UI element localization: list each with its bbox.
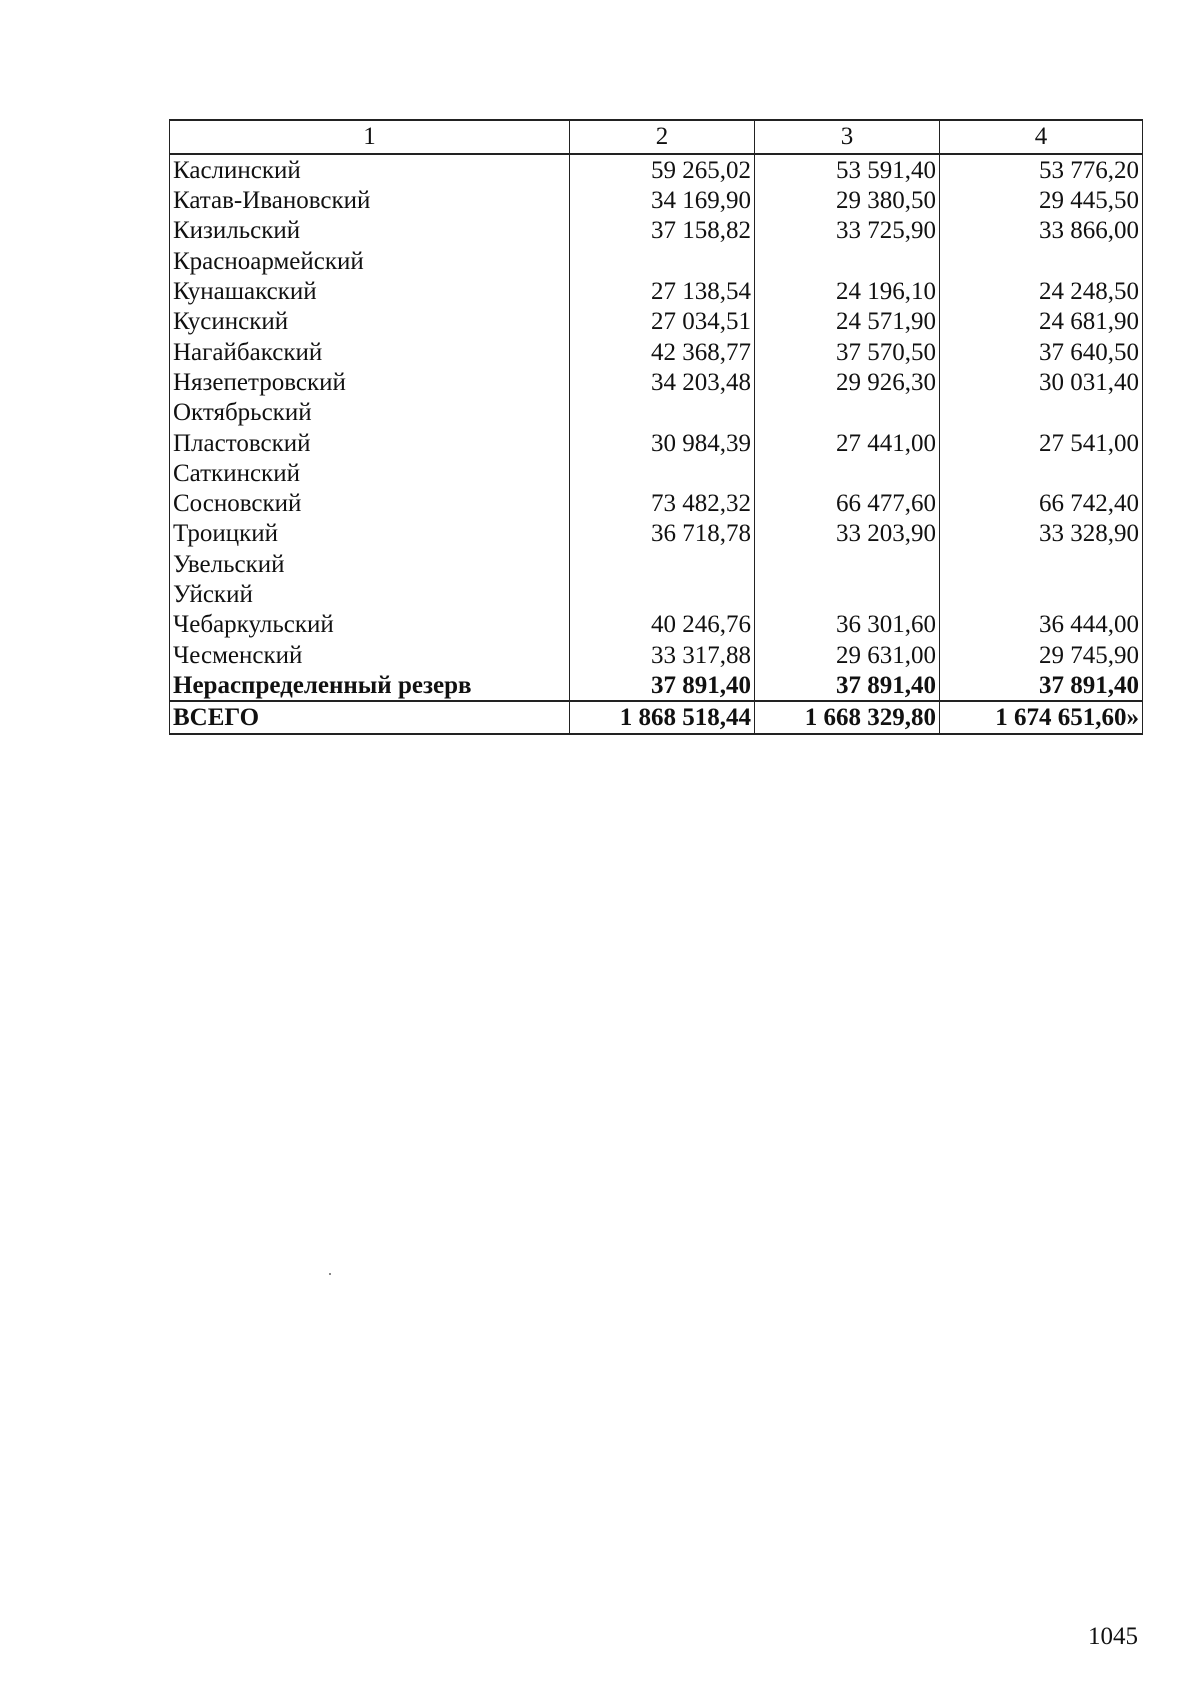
- district-name: Саткинский: [170, 458, 570, 488]
- value-col-3: 29 380,50: [755, 185, 940, 215]
- district-name: Катав-Ивановский: [170, 185, 570, 215]
- table-row: [170, 458, 1143, 488]
- value-col-4: 24 681,90: [940, 306, 1143, 336]
- value-col-3: [755, 397, 940, 427]
- district-name: Чебаркульский: [170, 609, 570, 639]
- total-label: ВСЕГО: [170, 701, 570, 733]
- value-col-3: 53 591,40: [755, 154, 940, 185]
- value-col-2: 30 984,39: [570, 428, 755, 458]
- reserve-value-col-4: 37 891,40: [940, 670, 1143, 701]
- district-name: Сосновский: [170, 488, 570, 518]
- value-col-2: [570, 397, 755, 427]
- value-col-3: 24 196,10: [755, 276, 940, 306]
- district-name: Троицкий: [170, 519, 570, 549]
- value-col-2: 40 246,76: [570, 609, 755, 639]
- column-header-1: 1: [170, 120, 570, 154]
- value-col-3: [755, 579, 940, 609]
- value-col-4: 33 866,00: [940, 216, 1143, 246]
- value-col-4: 30 031,40: [940, 367, 1143, 397]
- district-name: Уйский: [170, 579, 570, 609]
- value-col-2: 34 169,90: [570, 185, 755, 215]
- column-header-4: 4: [940, 120, 1143, 154]
- value-col-2: [570, 579, 755, 609]
- value-col-4: 29 445,50: [940, 185, 1143, 215]
- table-row: [170, 367, 1143, 397]
- value-col-4: 29 745,90: [940, 640, 1143, 670]
- table-row: [170, 609, 1143, 639]
- value-col-4: 27 541,00: [940, 428, 1143, 458]
- district-name: Кусинский: [170, 306, 570, 336]
- reserve-row: [170, 670, 1143, 701]
- column-header-3: 3: [755, 120, 940, 154]
- value-col-2: 42 368,77: [570, 337, 755, 367]
- value-col-2: 73 482,32: [570, 488, 755, 518]
- total-value-col-2: 1 868 518,44: [570, 701, 755, 733]
- value-col-3: 24 571,90: [755, 306, 940, 336]
- value-col-4: [940, 458, 1143, 488]
- value-col-3: 33 725,90: [755, 216, 940, 246]
- value-col-4: [940, 246, 1143, 276]
- value-col-3: 29 926,30: [755, 367, 940, 397]
- table-row: [170, 640, 1143, 670]
- value-col-4: 33 328,90: [940, 519, 1143, 549]
- reserve-value-col-2: 37 891,40: [570, 670, 755, 701]
- district-name: Октябрьский: [170, 397, 570, 427]
- value-col-3: [755, 549, 940, 579]
- value-col-2: 33 317,88: [570, 640, 755, 670]
- value-col-3: 66 477,60: [755, 488, 940, 518]
- district-name: Чесменский: [170, 640, 570, 670]
- scan-artifact-dot: [329, 1273, 331, 1275]
- value-col-3: 33 203,90: [755, 519, 940, 549]
- table-row: [170, 549, 1143, 579]
- district-name: Кунашакский: [170, 276, 570, 306]
- total-row: [170, 701, 1143, 733]
- value-col-2: 37 158,82: [570, 216, 755, 246]
- value-col-2: [570, 458, 755, 488]
- reserve-label: Нераспределенный резерв: [170, 670, 570, 701]
- table-row: [170, 306, 1143, 336]
- value-col-4: 37 640,50: [940, 337, 1143, 367]
- table-row: [170, 246, 1143, 276]
- value-col-4: [940, 549, 1143, 579]
- value-col-2: 34 203,48: [570, 367, 755, 397]
- value-col-2: 36 718,78: [570, 519, 755, 549]
- table-row: [170, 154, 1143, 185]
- table-row: [170, 337, 1143, 367]
- value-col-2: 59 265,02: [570, 154, 755, 185]
- value-col-3: 29 631,00: [755, 640, 940, 670]
- total-value-col-4: 1 674 651,60»: [940, 701, 1143, 733]
- district-name: Нагайбакский: [170, 337, 570, 367]
- reserve-value-col-3: 37 891,40: [755, 670, 940, 701]
- value-col-3: 37 570,50: [755, 337, 940, 367]
- value-col-3: 36 301,60: [755, 609, 940, 639]
- value-col-4: [940, 579, 1143, 609]
- value-col-2: 27 034,51: [570, 306, 755, 336]
- value-col-4: 36 444,00: [940, 609, 1143, 639]
- district-name: Увельский: [170, 549, 570, 579]
- value-col-3: 27 441,00: [755, 428, 940, 458]
- value-col-3: [755, 458, 940, 488]
- value-col-2: [570, 246, 755, 276]
- budget-table: [169, 119, 1143, 735]
- table-row: [170, 216, 1143, 246]
- value-col-2: [570, 549, 755, 579]
- value-col-2: 27 138,54: [570, 276, 755, 306]
- value-col-4: 24 248,50: [940, 276, 1143, 306]
- district-name: Пластовский: [170, 428, 570, 458]
- value-col-3: [755, 246, 940, 276]
- table-row: [170, 519, 1143, 549]
- table-row: [170, 579, 1143, 609]
- table-row: [170, 397, 1143, 427]
- district-name: Красноармейский: [170, 246, 570, 276]
- value-col-4: [940, 397, 1143, 427]
- district-name: Каслинский: [170, 154, 570, 185]
- table-header-row: [170, 120, 1143, 154]
- district-name: Нязепетровский: [170, 367, 570, 397]
- table-row: [170, 185, 1143, 215]
- value-col-4: 66 742,40: [940, 488, 1143, 518]
- value-col-4: 53 776,20: [940, 154, 1143, 185]
- column-header-2: 2: [570, 120, 755, 154]
- district-name: Кизильский: [170, 216, 570, 246]
- total-value-col-3: 1 668 329,80: [755, 701, 940, 733]
- table-row: [170, 428, 1143, 458]
- page-number: 1045: [1088, 1623, 1138, 1650]
- table-row: [170, 488, 1143, 518]
- table-row: [170, 276, 1143, 306]
